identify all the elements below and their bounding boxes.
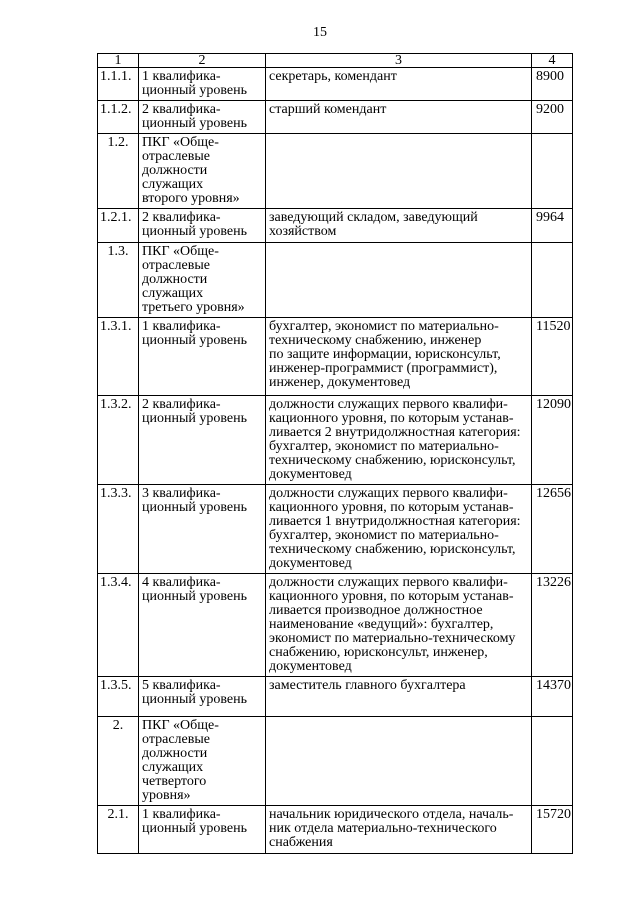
row-code: 1.3.3. (98, 485, 139, 574)
table-row (98, 806, 573, 854)
row-salary: 15720 (532, 806, 573, 854)
row-positions (266, 717, 532, 806)
table-row (98, 101, 573, 134)
row-positions: заместитель главного бухгалтера (266, 677, 532, 717)
row-salary: 14370 (532, 677, 573, 717)
table-row (98, 396, 573, 485)
row-level: 1 квалифика- ционный уровень (139, 806, 266, 854)
salary-table (97, 53, 573, 854)
page-number: 15 (313, 25, 327, 40)
row-salary: 11520 (532, 318, 573, 396)
table-row (98, 677, 573, 717)
row-salary: 8900 (532, 68, 573, 101)
row-salary: 12656 (532, 485, 573, 574)
row-level: ПКГ «Обще- отраслевые должности служащих четвертого уровня» (139, 717, 266, 806)
row-code: 2.1. (98, 806, 139, 854)
row-code: 2. (98, 717, 139, 806)
row-positions: старший комендант (266, 101, 532, 134)
row-positions: секретарь, комендант (266, 68, 532, 101)
row-level: 5 квалифика- ционный уровень (139, 677, 266, 717)
row-code: 1.3. (98, 243, 139, 318)
row-salary: 12090 (532, 396, 573, 485)
row-positions: бухгалтер, экономист по материально- техническому снабжению, инженер по защите информации, юрисконсульт, инженер-программист (программист), инженер, документовед (266, 318, 532, 396)
table-row (98, 209, 573, 243)
row-code: 1.3.2. (98, 396, 139, 485)
column-header-1: 1 (98, 54, 139, 68)
row-code: 1.2. (98, 134, 139, 209)
row-level: 1 квалифика- ционный уровень (139, 318, 266, 396)
row-salary: 9200 (532, 101, 573, 134)
table-row (98, 318, 573, 396)
row-salary (532, 134, 573, 209)
row-salary: 13226 (532, 574, 573, 677)
table-row (98, 717, 573, 806)
row-level: ПКГ «Обще- отраслевые должности служащих третьего уровня» (139, 243, 266, 318)
row-level: 2 квалифика- ционный уровень (139, 209, 266, 243)
table-row (98, 485, 573, 574)
row-code: 1.3.4. (98, 574, 139, 677)
table-row (98, 243, 573, 318)
column-header-3: 3 (266, 54, 532, 68)
row-code: 1.2.1. (98, 209, 139, 243)
column-header-4: 4 (532, 54, 573, 68)
table-row (98, 68, 573, 101)
table-row (98, 134, 573, 209)
column-header-2: 2 (139, 54, 266, 68)
table-row (98, 574, 573, 677)
row-level: 3 квалифика- ционный уровень (139, 485, 266, 574)
table-header-row (98, 54, 573, 68)
row-code: 1.3.1. (98, 318, 139, 396)
row-code: 1.1.1. (98, 68, 139, 101)
row-positions (266, 243, 532, 318)
row-code: 1.3.5. (98, 677, 139, 717)
row-level: 2 квалифика- ционный уровень (139, 396, 266, 485)
row-positions: заведующий складом, заведующий хозяйством (266, 209, 532, 243)
row-salary (532, 717, 573, 806)
row-positions: начальник юридического отдела, началь- ник отдела материально-технического снабжения (266, 806, 532, 854)
row-level: 2 квалифика- ционный уровень (139, 101, 266, 134)
row-level: 4 квалифика- ционный уровень (139, 574, 266, 677)
row-positions (266, 134, 532, 209)
row-positions: должности служащих первого квалифи- кационного уровня, по которым устанав- ливается 1 внутридолжностная категория: бухгалтер, экономист по материально- техническому снабжению, юрисконсульт, документовед (266, 485, 532, 574)
row-salary: 9964 (532, 209, 573, 243)
row-level: ПКГ «Обще- отраслевые должности служащих второго уровня» (139, 134, 266, 209)
row-code: 1.1.2. (98, 101, 139, 134)
row-positions: должности служащих первого квалифи- кационного уровня, по которым устанав- ливается производное должностное наименование «ведущий»: бухгалтер, экономист по материально-техническому снабжению, юрисконсульт, инженер, документовед (266, 574, 532, 677)
row-positions: должности служащих первого квалифи- кационного уровня, по которым устанав- ливается 2 внутридолжностная категория: бухгалтер, экономист по материально- техническому снабжению, юрисконсульт, документовед (266, 396, 532, 485)
row-salary (532, 243, 573, 318)
row-level: 1 квалифика- ционный уровень (139, 68, 266, 101)
